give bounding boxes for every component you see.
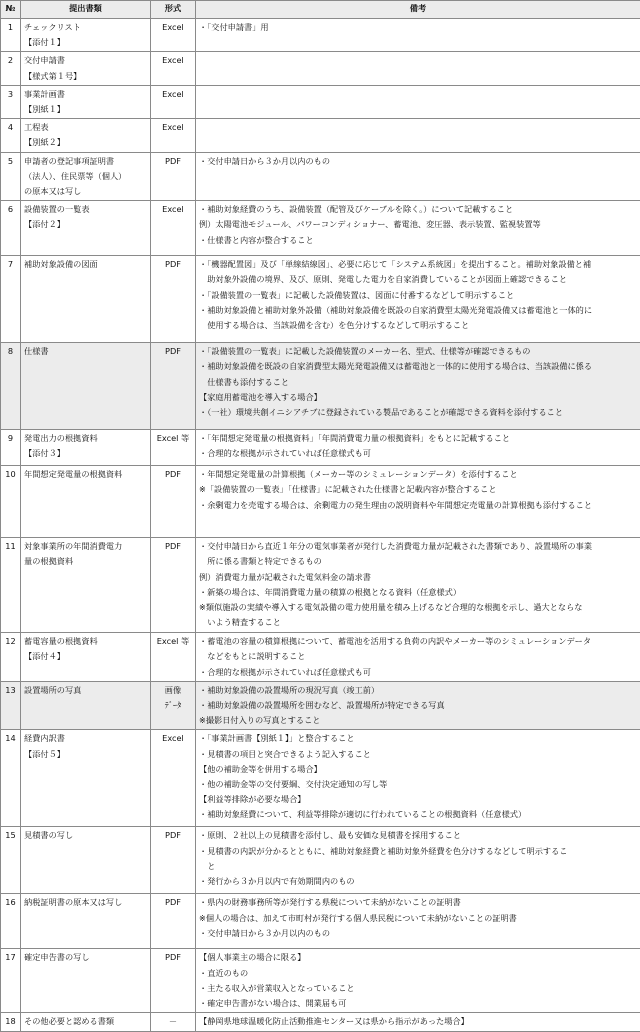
document-notes-line: ・補助対象経費のうち、設備装置（配管及びケーブルを除く。）について記載すること [199,202,637,217]
table-row [1,343,640,430]
document-format-line: PDF [151,154,195,169]
document-name-line: その他必要と認める書類 [24,1014,147,1029]
document-name-line: 経費内訳書 [24,731,147,746]
table-row [1,119,640,152]
document-notes-line: 【利益等排除が必要な場合】 [199,792,637,807]
document-format [151,730,196,827]
document-name-line: チェックリスト [24,20,147,35]
row-number: 16 [1,894,21,949]
table-row [1,827,640,894]
document-name [21,827,151,894]
row-number: 11 [1,538,21,633]
document-name-line: の原本又は写し [24,184,147,199]
document-notes-line: ・補助対象経費について、利益等排除が適切に行われていることの根拠資料（任意様式） [199,807,637,822]
document-format-line: Excel [151,731,195,746]
row-number: 4 [1,119,21,152]
document-notes-line: ※撮影日付入りの写真とすること [199,713,637,728]
document-format [151,466,196,538]
document-format [151,85,196,118]
document-notes [196,827,640,894]
document-format [151,894,196,949]
document-notes-line: ※個人の場合は、加えて市町村が発行する個人県民税について未納がないことの証明書 [199,911,637,926]
document-notes-line: ※「設備装置の一覧表」「仕様書」に記載された仕様書と記載内容が整合すること [199,482,637,497]
header-document: 提出書類 [21,1,151,19]
document-notes [196,681,640,730]
document-notes-line: 使用する場合は、当該設備を含む）を色分けするなどして明示すること [199,318,637,333]
document-name-line: 納税証明書の原本又は写し [24,895,147,910]
document-notes-line: ・蓄電池の容量の積算根拠について、蓄電池を活用する負荷の内訳やメーカー等のシミュレーションデータ [199,634,637,649]
row-number: 18 [1,1013,21,1031]
table-row [1,466,640,538]
document-notes [196,256,640,343]
row-number: 14 [1,730,21,827]
row-number: 12 [1,633,21,682]
document-name-line: 【添付２】 [24,217,147,232]
document-notes [196,949,640,1013]
document-name [21,430,151,466]
document-notes-line: ・発行から３か月以内で有効期間内のもの [199,874,637,889]
document-name-line: 補助対象設備の図面 [24,257,147,272]
document-format [151,256,196,343]
document-format-line: Excel [151,20,195,35]
document-notes-line: ・「交付申請書」用 [199,20,637,35]
document-notes [196,730,640,827]
document-notes [196,119,640,152]
document-format-line: Excel 等 [151,634,195,649]
document-notes-line: 【個人事業主の場合に限る】 [199,950,637,965]
document-format [151,949,196,1013]
document-name-line: （法人）、住民票等（個人） [24,169,147,184]
row-number: 7 [1,256,21,343]
document-format [151,827,196,894]
document-format-line: PDF [151,950,195,965]
document-notes-line: ・合理的な根拠が示されていれば任意様式も可 [199,446,637,461]
document-name-line: 発電出力の根拠資料 [24,431,147,446]
document-name-line: 設備装置の一覧表 [24,202,147,217]
document-format-line: PDF [151,344,195,359]
row-number: 6 [1,201,21,256]
document-name [21,730,151,827]
table-row [1,538,640,633]
document-notes [196,466,640,538]
table-row [1,19,640,52]
document-name [21,256,151,343]
document-notes-line: などをもとに説明すること [199,649,637,664]
document-name [21,538,151,633]
document-notes-line: ・「事業計画書【別紙１】」と整合すること [199,731,637,746]
document-format-line: PDF [151,539,195,554]
document-format [151,430,196,466]
table-row [1,256,640,343]
document-name-line: 量の根拠資料 [24,554,147,569]
document-notes-line: 【家庭用蓄電池を導入する場合】 [199,390,637,405]
document-notes [196,633,640,682]
header-notes: 備考 [196,1,640,19]
document-notes-line: ・仕様書と内容が整合すること [199,233,637,248]
document-notes-line: ・「機器配置図」及び「単線結線図」、必要に応じて「システム系統図」を提出すること。補助対象設備と補 [199,257,637,272]
document-notes-line: ・（一社）環境共創イニシアチブに登録されている製品であることが確認できる資料を添付すること [199,405,637,420]
document-name-line: 対象事業所の年間消費電力 [24,539,147,554]
document-notes-line: 所に係る書類と特定できるもの [199,554,637,569]
document-name-line: 年間想定発電量の根拠資料 [24,467,147,482]
document-notes-line: 仕様書も添付すること [199,375,637,390]
document-notes-line: 例）消費電力量が記載された電気料金の請求書 [199,570,637,585]
document-notes-line: ・直近のもの [199,966,637,981]
document-name-line: 【添付１】 [24,35,147,50]
document-notes-line: ※類似施設の実績や導入する電気設備の電力使用量を積み上げるなど合理的な根拠を示し、過大とならな [199,600,637,615]
document-name [21,1013,151,1031]
document-name-line: 交付申請書 [24,53,147,68]
document-notes-line: ・交付申請日から３か月以内のもの [199,154,637,169]
row-number: 9 [1,430,21,466]
header-row [1,1,640,19]
document-notes [196,152,640,201]
document-notes-line: ・見積書の内訳が分かるとともに、補助対象経費と補助対象外経費を色分けするなどして明示するこ [199,844,637,859]
document-name [21,633,151,682]
document-format-line: PDF [151,467,195,482]
document-format [151,633,196,682]
document-notes [196,1013,640,1031]
document-notes-line: ・年間想定発電量の計算根拠（メーカー等のシミュレーションデータ）を添付すること [199,467,637,482]
row-number: 10 [1,466,21,538]
table-row [1,85,640,118]
document-format-line: ﾃﾞｰﾀ [151,698,195,713]
document-name-line: 工程表 [24,120,147,135]
document-notes [196,52,640,85]
document-format [151,19,196,52]
document-format [151,1013,196,1031]
table-row [1,430,640,466]
document-format [151,538,196,633]
document-notes-line: 助対象外設備の境界、及び、原則、発電した電力を自家消費していることが図面上確認できること [199,272,637,287]
document-notes-line: ・補助対象設備と補助対象外設備（補助対象設備を既設の自家消費型太陽光発電設備又は蓄電池と一体的に [199,303,637,318]
document-name-line: 【添付５】 [24,747,147,762]
document-notes-line: ・県内の財務事務所等が発行する県税について未納がないことの証明書 [199,895,637,910]
document-notes-line: 【他の補助金等を併用する場合】 [199,762,637,777]
document-format-line: PDF [151,828,195,843]
table-row [1,894,640,949]
document-name [21,119,151,152]
document-name-line: 蓄電容量の根拠資料 [24,634,147,649]
row-number: 1 [1,19,21,52]
document-format [151,119,196,152]
table-row [1,730,640,827]
document-format [151,343,196,430]
document-name [21,201,151,256]
document-notes [196,538,640,633]
document-format-line: Excel [151,202,195,217]
document-format-line: Excel [151,87,195,102]
document-notes [196,343,640,430]
table-row [1,633,640,682]
document-name-line: 申請者の登記事項証明書 [24,154,147,169]
document-notes-line: ・補助対象設備を既設の自家消費型太陽光発電設備又は蓄電池と一体的に使用する場合は、当該設備に係る [199,359,637,374]
table-row [1,681,640,730]
document-notes-line: ・交付申請日から直近１年分の電気事業者が発行した消費電力量が記載された書類であり、設置場所の事業 [199,539,637,554]
document-notes [196,19,640,52]
document-notes-line: いよう精査すること [199,615,637,630]
row-number: 17 [1,949,21,1013]
document-name [21,52,151,85]
document-name [21,466,151,538]
document-notes-line: ・他の補助金等の交付要綱、交付決定通知の写し等 [199,777,637,792]
document-name [21,19,151,52]
document-notes-line: 【静岡県地球温暖化防止活動推進センター又は県から指示があった場合】 [199,1014,637,1029]
row-number: 2 [1,52,21,85]
document-format-line: PDF [151,257,195,272]
document-name [21,152,151,201]
document-notes [196,430,640,466]
document-name [21,949,151,1013]
document-format [151,152,196,201]
document-notes-line: ・「設備装置の一覧表」に記載した設備装置は、図面に付番するなどして明示すること [199,288,637,303]
document-notes [196,85,640,118]
document-notes-line: と [199,859,637,874]
document-name [21,681,151,730]
document-format [151,52,196,85]
document-name [21,85,151,118]
header-format: 形式 [151,1,196,19]
document-notes-line: ・見積書の項目と突合できるよう記入すること [199,747,637,762]
document-format-line: 画像 [151,683,195,698]
document-notes-line: ・原則、２社以上の見積書を添付し、最も安価な見積書を採用すること [199,828,637,843]
row-number: 3 [1,85,21,118]
table-row [1,201,640,256]
document-name-line: 【別紙２】 [24,135,147,150]
document-name [21,343,151,430]
document-notes [196,894,640,949]
table-row [1,152,640,201]
document-format [151,681,196,730]
document-name-line: 確定申告書の写し [24,950,147,965]
document-notes-line: ・交付申請日から３か月以内のもの [199,926,637,941]
document-name-line: 【添付３】 [24,446,147,461]
header-no: № [1,1,21,19]
row-number: 13 [1,681,21,730]
row-number: 5 [1,152,21,201]
row-number: 8 [1,343,21,430]
document-format-line: － [151,1014,195,1029]
document-notes-line: ・「設備装置の一覧表」に記載した設備装置のメーカー名、型式、仕様等が確認できるもの [199,344,637,359]
document-format-line: Excel [151,53,195,68]
document-notes-line: ・補助対象設備の設置場所を囲むなど、設置場所が特定できる写真 [199,698,637,713]
document-format [151,201,196,256]
document-notes-line: ・合理的な根拠が示されていれば任意様式も可 [199,665,637,680]
document-notes-line: ・主たる収入が営業収入となっていること [199,981,637,996]
document-name-line: 見積書の写し [24,828,147,843]
document-notes-line: 例）太陽電池モジュール、パワーコンディショナー、蓄電池、変圧器、表示装置、監視装置等 [199,217,637,232]
document-name [21,894,151,949]
document-notes [196,201,640,256]
document-name-line: 【別紙１】 [24,102,147,117]
document-notes-line: ・確定申告書がない場合は、開業届も可 [199,996,637,1011]
document-name-line: 設置場所の写真 [24,683,147,698]
table-row [1,949,640,1013]
document-format-line: Excel 等 [151,431,195,446]
table-row [1,1013,640,1031]
document-format-line: PDF [151,895,195,910]
row-number: 15 [1,827,21,894]
document-name-line: 仕様書 [24,344,147,359]
document-notes-line: ・新築の場合は、年間消費電力量の積算の根拠となる資料（任意様式） [199,585,637,600]
document-name-line: 【添付４】 [24,649,147,664]
document-format-line: Excel [151,120,195,135]
document-name-line: 事業計画書 [24,87,147,102]
document-notes-line: ・「年間想定発電量の根拠資料」「年間消費電力量の根拠資料」をもとに記載すること [199,431,637,446]
table-body [1,19,640,1032]
document-name-line: 【様式第１号】 [24,69,147,84]
document-notes-line: ・補助対象設備の設置場所の現況写真（竣工前） [199,683,637,698]
table-row [1,52,640,85]
document-notes-line: ・余剰電力を売電する場合は、余剰電力の発生理由の説明資料や年間想定売電量の計算根拠も添付すること [199,498,637,513]
